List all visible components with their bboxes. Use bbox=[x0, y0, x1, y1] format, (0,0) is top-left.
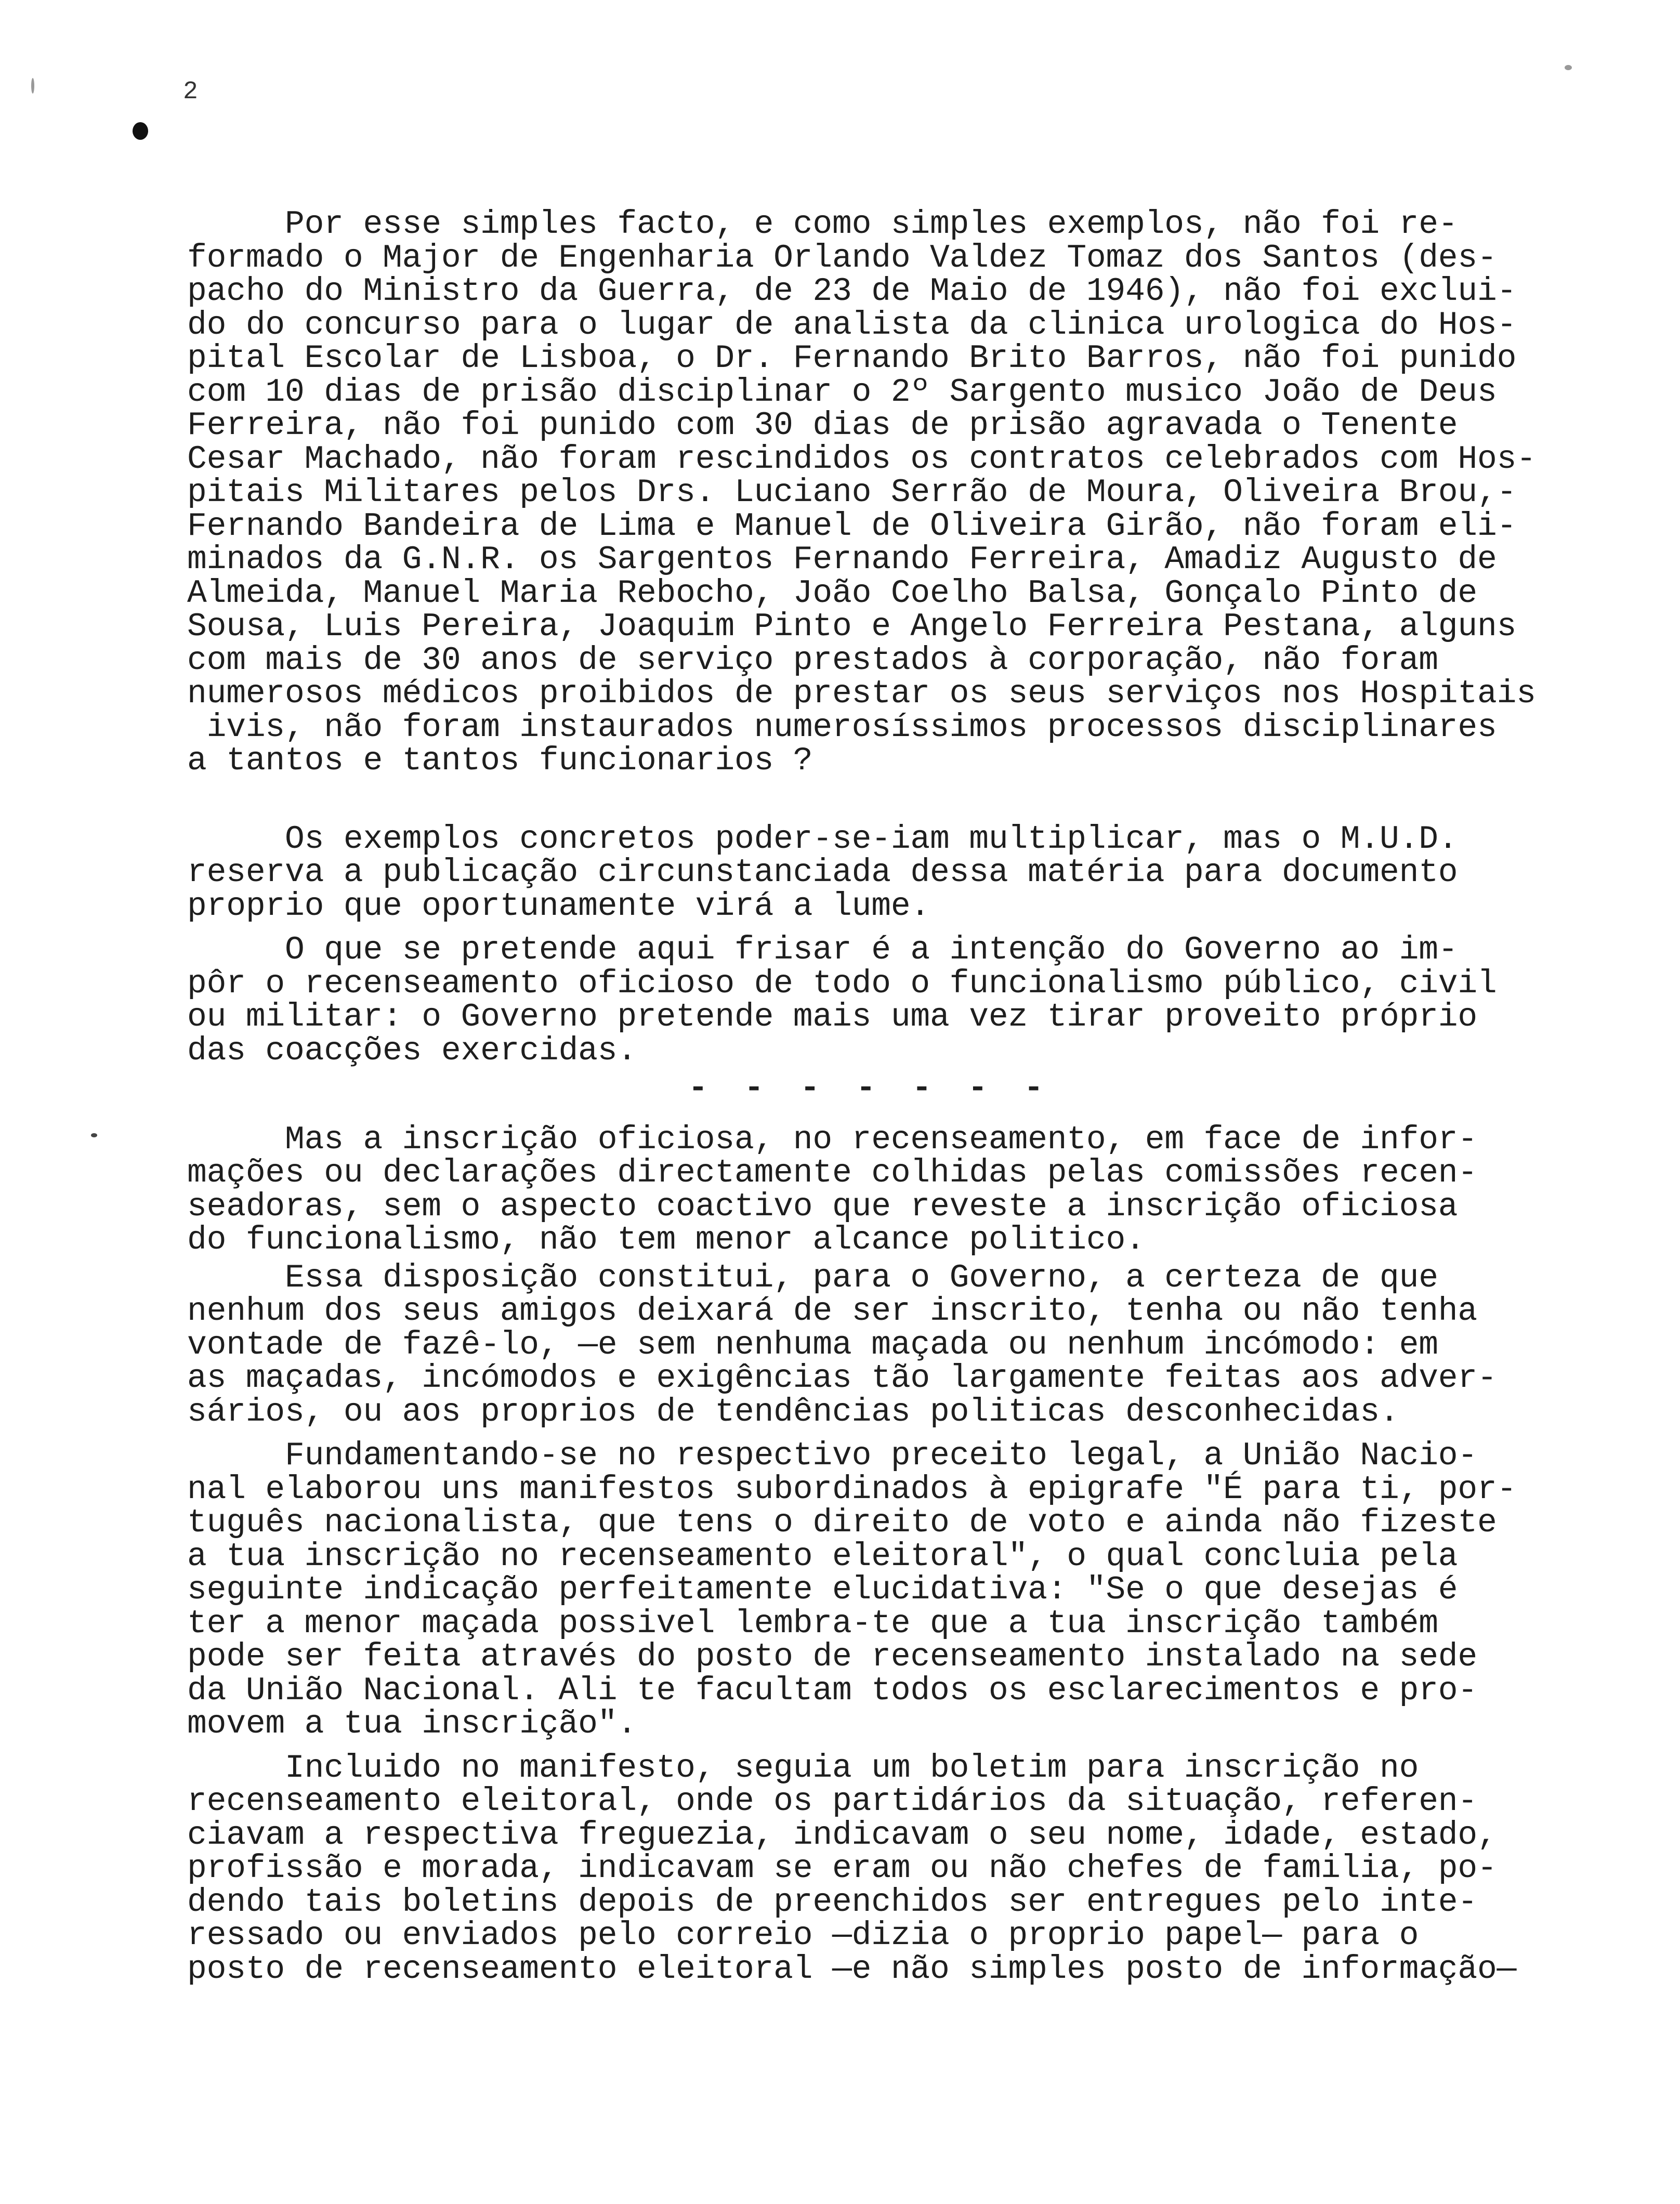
line: proprio que oportunamente virá a lume. bbox=[187, 887, 930, 925]
line: ivis, não foram instaurados numerosíssimos processos disciplinares bbox=[187, 709, 1497, 746]
line: com mais de 30 anos de serviço prestados à corporação, não foram bbox=[187, 641, 1438, 679]
line: recenseamento eleitoral, onde os partidários da situação, referen- bbox=[187, 1783, 1478, 1820]
line: ressado ou enviados pelo correio —dizia o proprio papel— para o bbox=[187, 1917, 1419, 1954]
line: ou militar: o Governo pretende mais uma vez tirar proveito próprio bbox=[187, 999, 1478, 1035]
line: numerosos médicos proibidos de prestar os seus serviços nos Hospitais bbox=[187, 675, 1536, 712]
ink-speck bbox=[31, 78, 34, 94]
line: Os exemplos concretos poder-se-iam multiplicar, mas o M.U.D. bbox=[187, 820, 1458, 858]
line: Fernando Bandeira de Lima e Manuel de Oliveira Girão, não foram eli- bbox=[187, 507, 1517, 545]
line: Almeida, Manuel Maria Rebocho, João Coelho Balsa, Gonçalo Pinto de bbox=[187, 574, 1478, 612]
paragraph-6 bbox=[187, 1439, 1611, 1741]
line: Incluido no manifesto, seguia um boletim para inscrição no bbox=[187, 1749, 1419, 1787]
line: com 10 dias de prisão disciplinar o 2º Sargento musico João de Deus bbox=[187, 373, 1497, 411]
line: pôr o recenseamento oficioso de todo o funcionalismo público, civil bbox=[187, 965, 1497, 1002]
line-underlined: mações ou declarações directamente colhidas pelas comissões recen- bbox=[187, 1155, 1478, 1191]
line: pacho do Ministro da Guerra, de 23 de Maio de 1946), não foi exclui- bbox=[187, 273, 1517, 310]
line: seadoras, sem o aspecto coactivo que reveste a inscrição oficiosa bbox=[187, 1188, 1458, 1225]
line: reserva a publicação circunstanciada dessa matéria para documento bbox=[187, 854, 1458, 891]
typed-text-body bbox=[187, 208, 1611, 1986]
line: formado o Major de Engenharia Orlando Valdez Tomaz dos Santos (des- bbox=[187, 239, 1497, 277]
paragraph-1 bbox=[187, 208, 1611, 778]
line: Ferreira, não foi punido com 30 dias de prisão agravada o Tenente bbox=[187, 407, 1458, 444]
ink-speck bbox=[1565, 65, 1572, 70]
spacer bbox=[187, 778, 1611, 823]
ink-speck bbox=[91, 1133, 97, 1137]
line: O que se pretende aqui frisar é a intenção do Governo ao im- bbox=[187, 932, 1458, 968]
line: as maçadas, incómodos e exigências tão largamente feitas aos adver- bbox=[187, 1360, 1497, 1397]
line: nenhum dos seus amigos deixará de ser inscrito, tenha ou não tenha bbox=[187, 1293, 1478, 1330]
line: pitais Militares pelos Drs. Luciano Serrão de Moura, Oliveira Brou,- bbox=[187, 474, 1517, 511]
line: ciavam a respectiva freguezia, indicavam o seu nome, idade, estado, bbox=[187, 1816, 1497, 1854]
page-number: 2 bbox=[183, 78, 198, 106]
line: tuguês nacionalista, que tens o direito de voto e ainda não fizeste bbox=[187, 1504, 1497, 1541]
section-divider: - - - - - - - bbox=[688, 1070, 1052, 1107]
line: da União Nacional. Ali te facultam todos os esclarecimentos e pro- bbox=[187, 1672, 1478, 1709]
line: vontade de fazê-lo, —e sem nenhuma maçada ou nenhum incómodo: em bbox=[187, 1326, 1438, 1363]
paragraph-3 bbox=[187, 934, 1611, 1068]
line: pital Escolar de Lisboa, o Dr. Fernando Brito Barros, não foi punido bbox=[187, 340, 1517, 377]
line: do funcionalismo, não tem menor alcance politico. bbox=[187, 1222, 1145, 1258]
line: nal elaborou uns manifestos subordinados à epigrafe "É para ti, por- bbox=[187, 1471, 1517, 1508]
line: Cesar Machado, não foram rescindidos os contratos celebrados com Hos- bbox=[187, 440, 1536, 478]
line: das coacções exercidas. bbox=[187, 1032, 637, 1069]
line: seguinte indicação perfeitamente elucidativa: "Se o que desejas é bbox=[187, 1571, 1458, 1608]
line: ter a menor maçada possivel lembra-te que a tua inscrição também bbox=[187, 1605, 1438, 1642]
line: Mas a inscrição oficiosa, no recenseamento, em face de infor- bbox=[187, 1121, 1478, 1158]
line: pode ser feita através do posto de recenseamento instalado na sede bbox=[187, 1638, 1478, 1675]
paragraph-5 bbox=[187, 1259, 1611, 1431]
line: profissão e morada, indicavam se eram ou não chefes de familia, po- bbox=[187, 1850, 1497, 1887]
line: a tantos e tantos funcionarios ? bbox=[187, 742, 813, 779]
line: posto de recenseamento eleitoral —e não simples posto de informação— bbox=[187, 1950, 1517, 1988]
line: dendo tais boletins depois de preenchidos ser entregues pelo inte- bbox=[187, 1883, 1478, 1921]
line: a tua inscrição no recenseamento eleitoral", o qual concluia pela bbox=[187, 1538, 1458, 1575]
line: Por esse simples facto, e como simples exemplos, não foi re- bbox=[187, 206, 1458, 243]
paragraph-4 bbox=[187, 1123, 1611, 1257]
ink-blot bbox=[133, 122, 148, 140]
paragraph-2 bbox=[187, 820, 1611, 925]
line: do do concurso para o lugar de analista da clinica urologica do Hos- bbox=[187, 306, 1517, 344]
paragraph-7 bbox=[187, 1749, 1611, 1988]
line: movem a tua inscrição". bbox=[187, 1706, 637, 1742]
line: Sousa, Luis Pereira, Joaquim Pinto e Angelo Ferreira Pestana, alguns bbox=[187, 608, 1517, 645]
line: Essa disposição constitui, para o Governo, a certeza de que bbox=[187, 1259, 1438, 1296]
line: Fundamentando-se no respectivo preceito legal, a União Nacio- bbox=[187, 1437, 1478, 1474]
line: minados da G.N.R. os Sargentos Fernando Ferreira, Amadiz Augusto de bbox=[187, 541, 1497, 578]
line: sários, ou aos proprios de tendências politicas desconhecidas. bbox=[187, 1393, 1399, 1431]
